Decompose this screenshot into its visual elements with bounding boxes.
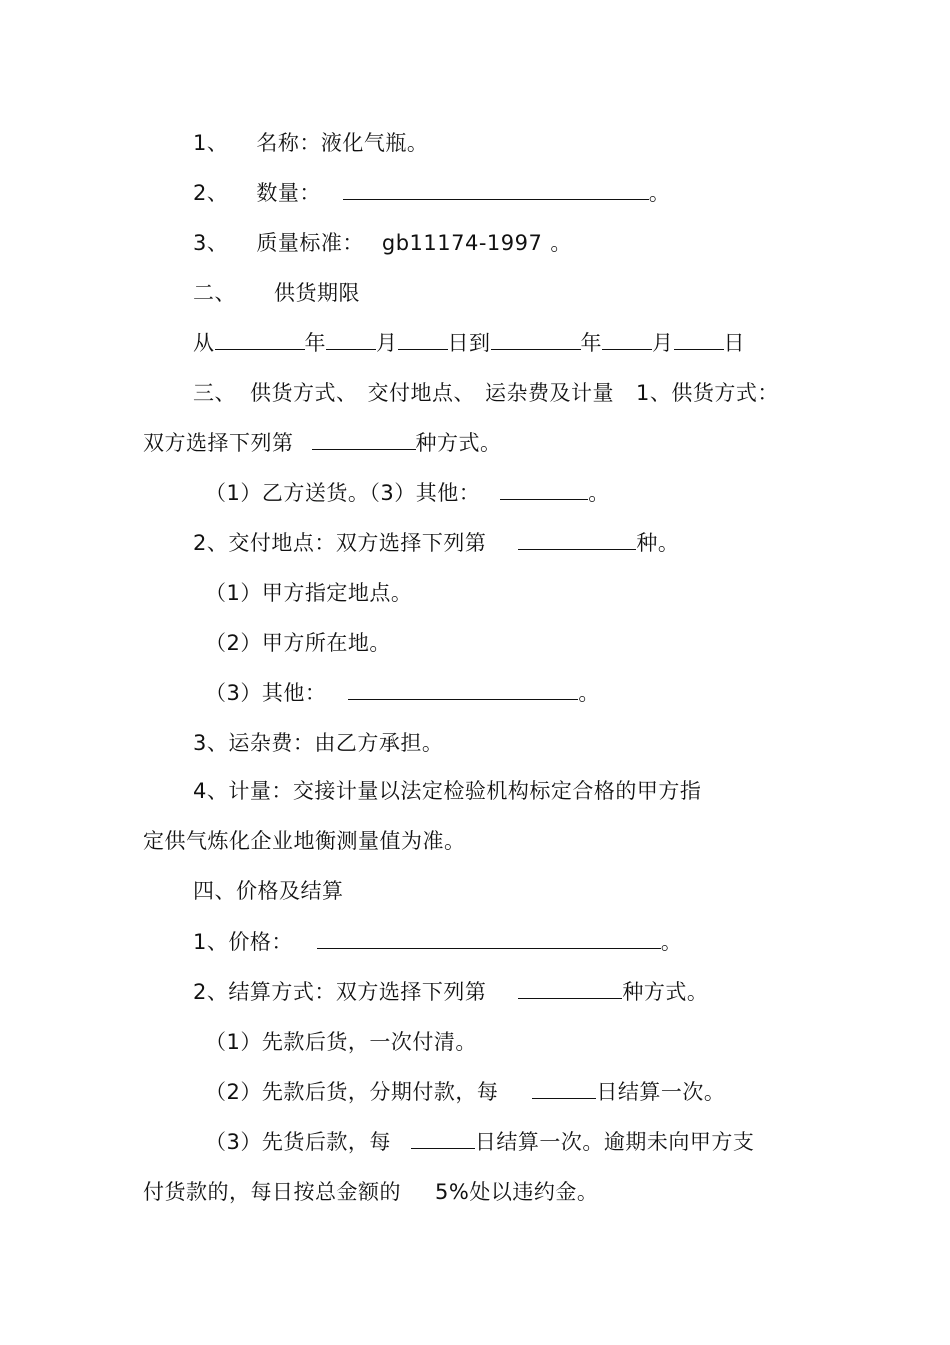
delivery-place-line bbox=[193, 529, 679, 557]
section-three-heading bbox=[193, 379, 779, 407]
start-month-blank[interactable] bbox=[326, 329, 376, 350]
item-number: 2、 bbox=[193, 181, 229, 205]
line-text: 种方式。 bbox=[622, 980, 709, 1004]
year-label: 年 bbox=[304, 331, 326, 355]
line-text: （3）其他： bbox=[205, 681, 327, 705]
day-to-label: 日到 bbox=[447, 331, 491, 355]
line-text: （2）先款后货，分期付款，每 bbox=[205, 1080, 499, 1104]
line-text: 付货款的，每日按总金额的 bbox=[143, 1180, 401, 1204]
delivery-option-2 bbox=[205, 629, 391, 657]
line-text: 4、计量：交接计量以法定检验机构标定合格的甲方指 bbox=[193, 779, 702, 803]
settlement-option-3 bbox=[205, 1128, 754, 1156]
line-text: 2、结算方式：双方选择下列第 bbox=[193, 980, 487, 1004]
item-label: 数量： bbox=[256, 181, 321, 205]
installment-days-blank[interactable] bbox=[532, 1078, 596, 1099]
section-two-heading bbox=[193, 279, 360, 307]
credit-days-blank[interactable] bbox=[411, 1128, 475, 1149]
item-end: 。 bbox=[648, 181, 671, 205]
line-text: （1）乙方送货。（3）其他： bbox=[205, 481, 481, 505]
start-year-blank[interactable] bbox=[215, 329, 305, 350]
freight-line bbox=[193, 729, 443, 757]
item-number: 1、 bbox=[193, 131, 229, 155]
line-text: 种。 bbox=[636, 531, 680, 555]
settlement-option-3-cont bbox=[143, 1178, 598, 1206]
item-number: 3、 bbox=[193, 231, 229, 255]
quantity-blank[interactable] bbox=[343, 179, 649, 200]
line-text: 2、交付地点：双方选择下列第 bbox=[193, 531, 487, 555]
item-label: 质量标准： bbox=[256, 231, 364, 255]
line-text: 1、价格： bbox=[193, 930, 293, 954]
delivery-other-blank[interactable] bbox=[348, 679, 578, 700]
price-blank[interactable] bbox=[317, 928, 661, 949]
supply-method-blank[interactable] bbox=[312, 429, 416, 450]
price-line bbox=[193, 928, 682, 956]
delivery-option-1 bbox=[205, 579, 412, 607]
section-number: 二、 bbox=[193, 281, 236, 305]
line-text: （2）甲方所在地。 bbox=[205, 631, 391, 655]
line-text: 定供气炼化企业地衡测量值为准。 bbox=[143, 829, 466, 853]
item-name-line bbox=[193, 129, 428, 157]
item-end: 。 bbox=[550, 231, 572, 255]
supply-other-blank[interactable] bbox=[500, 479, 588, 500]
settlement-option-1 bbox=[205, 1028, 477, 1056]
heading-part: 运杂费及计量 bbox=[485, 381, 614, 405]
section-four-heading bbox=[193, 877, 344, 905]
penalty-text: 5%处以违约金。 bbox=[435, 1180, 599, 1204]
settlement-method-line bbox=[193, 978, 708, 1006]
end-day-blank[interactable] bbox=[674, 329, 724, 350]
item-quality-line bbox=[193, 229, 572, 257]
heading-part: 交付地点、 bbox=[367, 381, 475, 405]
measurement-line bbox=[193, 777, 701, 805]
measurement-line-cont bbox=[143, 827, 466, 855]
line-text: （3）先货后款，每 bbox=[205, 1130, 391, 1154]
end-year-blank[interactable] bbox=[491, 329, 581, 350]
line-text: 日结算一次。逾期未向甲方支 bbox=[474, 1130, 755, 1154]
delivery-option-3 bbox=[205, 679, 600, 707]
section-title: 供货期限 bbox=[274, 281, 360, 305]
line-text: 日结算一次。 bbox=[596, 1080, 726, 1104]
delivery-place-blank[interactable] bbox=[518, 529, 636, 550]
section-number: 三、 bbox=[193, 381, 236, 405]
supply-method-label: 1、供货方式： bbox=[636, 381, 779, 405]
line-text: （1）甲方指定地点。 bbox=[205, 581, 413, 605]
item-quantity-line bbox=[193, 179, 670, 207]
heading-part: 供货方式、 bbox=[250, 381, 358, 405]
quality-standard-value: gb11174-1997 bbox=[381, 231, 543, 255]
month-label: 月 bbox=[652, 331, 674, 355]
line-text: 双方选择下列第 bbox=[143, 431, 294, 455]
line-end: 。 bbox=[578, 681, 600, 705]
settlement-option-2 bbox=[205, 1078, 725, 1106]
line-text: （1）先款后货，一次付清。 bbox=[205, 1030, 477, 1054]
year-label: 年 bbox=[580, 331, 602, 355]
line-text: 3、运杂费：由乙方承担。 bbox=[193, 731, 444, 755]
start-day-blank[interactable] bbox=[398, 329, 448, 350]
end-month-blank[interactable] bbox=[602, 329, 652, 350]
supply-option-line bbox=[205, 479, 610, 507]
section-title: 四、价格及结算 bbox=[193, 879, 344, 903]
line-end: 。 bbox=[660, 930, 683, 954]
month-label: 月 bbox=[376, 331, 398, 355]
item-text: 名称：液化气瓶。 bbox=[256, 131, 429, 155]
settlement-method-blank[interactable] bbox=[518, 978, 622, 999]
supply-method-choice-line bbox=[143, 429, 502, 457]
supply-period-line bbox=[193, 329, 745, 357]
line-text: 种方式。 bbox=[415, 431, 502, 455]
day-label: 日 bbox=[723, 331, 745, 355]
from-label: 从 bbox=[193, 331, 215, 355]
line-end: 。 bbox=[588, 481, 610, 505]
